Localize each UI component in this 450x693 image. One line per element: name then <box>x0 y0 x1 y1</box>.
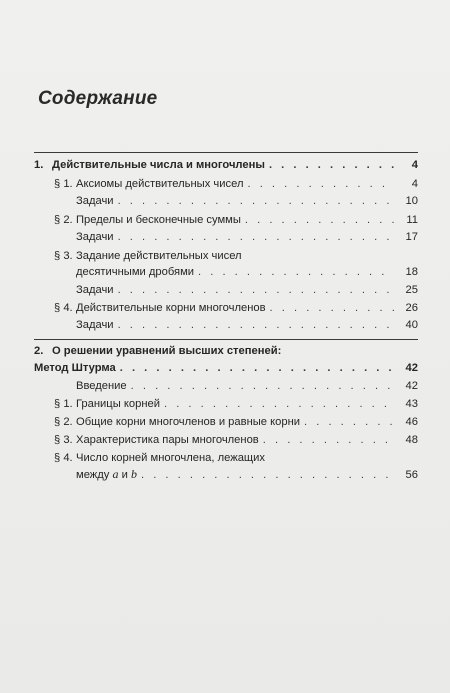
section-number: § 1. <box>54 398 73 410</box>
toc-chapter-2-line2[interactable] <box>34 359 418 377</box>
dot-leader <box>118 316 394 334</box>
dot-leader <box>270 299 394 317</box>
problems-title: Задачи <box>76 284 114 296</box>
dot-leader <box>118 281 394 299</box>
chapter-number: 1. <box>34 159 44 171</box>
section-number: § 3. <box>54 434 73 446</box>
toc-section-2-1[interactable] <box>54 395 418 413</box>
chapter-divider-rule <box>34 339 418 340</box>
problems-title: Задачи <box>76 231 114 243</box>
top-rule <box>34 152 418 153</box>
page-number: 43 <box>405 398 418 410</box>
toc-section-2-4-line2[interactable] <box>76 465 418 483</box>
toc-section-2-3[interactable] <box>54 431 418 449</box>
section-number: § 4. <box>54 302 73 314</box>
section-title: Характеристика пары многочленов <box>76 434 259 446</box>
section-title: Пределы и бесконечные суммы <box>76 214 241 226</box>
page-title: Содержание <box>38 88 158 109</box>
dot-leader <box>263 431 394 449</box>
toc-problems-1-4[interactable] <box>76 316 418 334</box>
toc-problems-1-1[interactable] <box>76 192 418 210</box>
page-number: 40 <box>405 319 418 331</box>
page-number: 11 <box>406 214 418 226</box>
dot-leader <box>304 413 394 431</box>
section-title-line1: Задание действительных чисел <box>76 250 242 262</box>
section-number: § 2. <box>54 214 73 226</box>
toc-section-1-1[interactable] <box>54 175 418 193</box>
chapter-title-line1: О решении уравнений высших степеней: <box>52 345 282 357</box>
page-number: 10 <box>405 195 418 207</box>
dot-leader <box>164 395 394 413</box>
page-number: 42 <box>405 362 418 374</box>
page-number: 56 <box>405 469 418 481</box>
dot-leader <box>245 211 394 229</box>
dot-leader <box>118 228 394 246</box>
section-title: Аксиомы действительных чисел <box>76 178 244 190</box>
chapter-title: Действительные числа и многочлены <box>52 159 265 171</box>
page-number: 26 <box>405 302 418 314</box>
page-number: 17 <box>405 231 418 243</box>
page-number: 25 <box>405 284 418 296</box>
chapter-number: 2. <box>34 345 44 357</box>
section-title-line2-mid: и <box>118 469 131 481</box>
toc-intro-2[interactable] <box>76 377 418 395</box>
page-number: 46 <box>405 416 418 428</box>
section-number: § 3. <box>54 250 73 262</box>
problems-title: Задачи <box>76 319 114 331</box>
toc-section-2-2[interactable] <box>54 413 418 431</box>
page-number: 4 <box>411 159 418 171</box>
toc-problems-1-2[interactable] <box>76 228 418 246</box>
page-number: 42 <box>405 380 418 392</box>
section-title-line1: Число корней многочлена, лежащих <box>76 452 265 464</box>
toc-section-1-4[interactable] <box>54 299 418 317</box>
page-number: 18 <box>405 266 418 278</box>
dot-leader <box>141 466 394 484</box>
toc-problems-1-3[interactable] <box>76 281 418 299</box>
section-title-line2-prefix: между <box>76 469 113 481</box>
section-number: § 4. <box>54 452 73 464</box>
dot-leader <box>120 359 394 377</box>
page-number: 48 <box>405 434 418 446</box>
section-title: Действительные корни многочленов <box>76 302 266 314</box>
chapter-title-line2: Метод Штурма <box>34 362 116 374</box>
dot-leader <box>198 263 394 281</box>
section-number: § 1. <box>54 178 73 190</box>
dot-leader <box>247 175 394 193</box>
section-title-line2: десятичными дробями <box>76 266 195 278</box>
section-number: § 2. <box>54 416 73 428</box>
page-number: 4 <box>411 178 418 190</box>
variable-a: a <box>112 467 119 481</box>
toc-section-1-3-line2[interactable] <box>76 263 418 281</box>
dot-leader <box>118 192 394 210</box>
problems-title: Задачи <box>76 195 114 207</box>
toc-chapter-1[interactable] <box>34 156 418 174</box>
dot-leader <box>131 377 394 395</box>
dot-leader <box>269 156 394 174</box>
intro-title: Введение <box>76 380 127 392</box>
toc-chapter-2-line1[interactable] <box>34 342 281 360</box>
section-title: Границы корней <box>76 398 160 410</box>
section-title: Общие корни многочленов и равные корни <box>76 416 301 428</box>
toc-section-1-2[interactable] <box>54 211 418 229</box>
variable-b: b <box>130 467 137 481</box>
